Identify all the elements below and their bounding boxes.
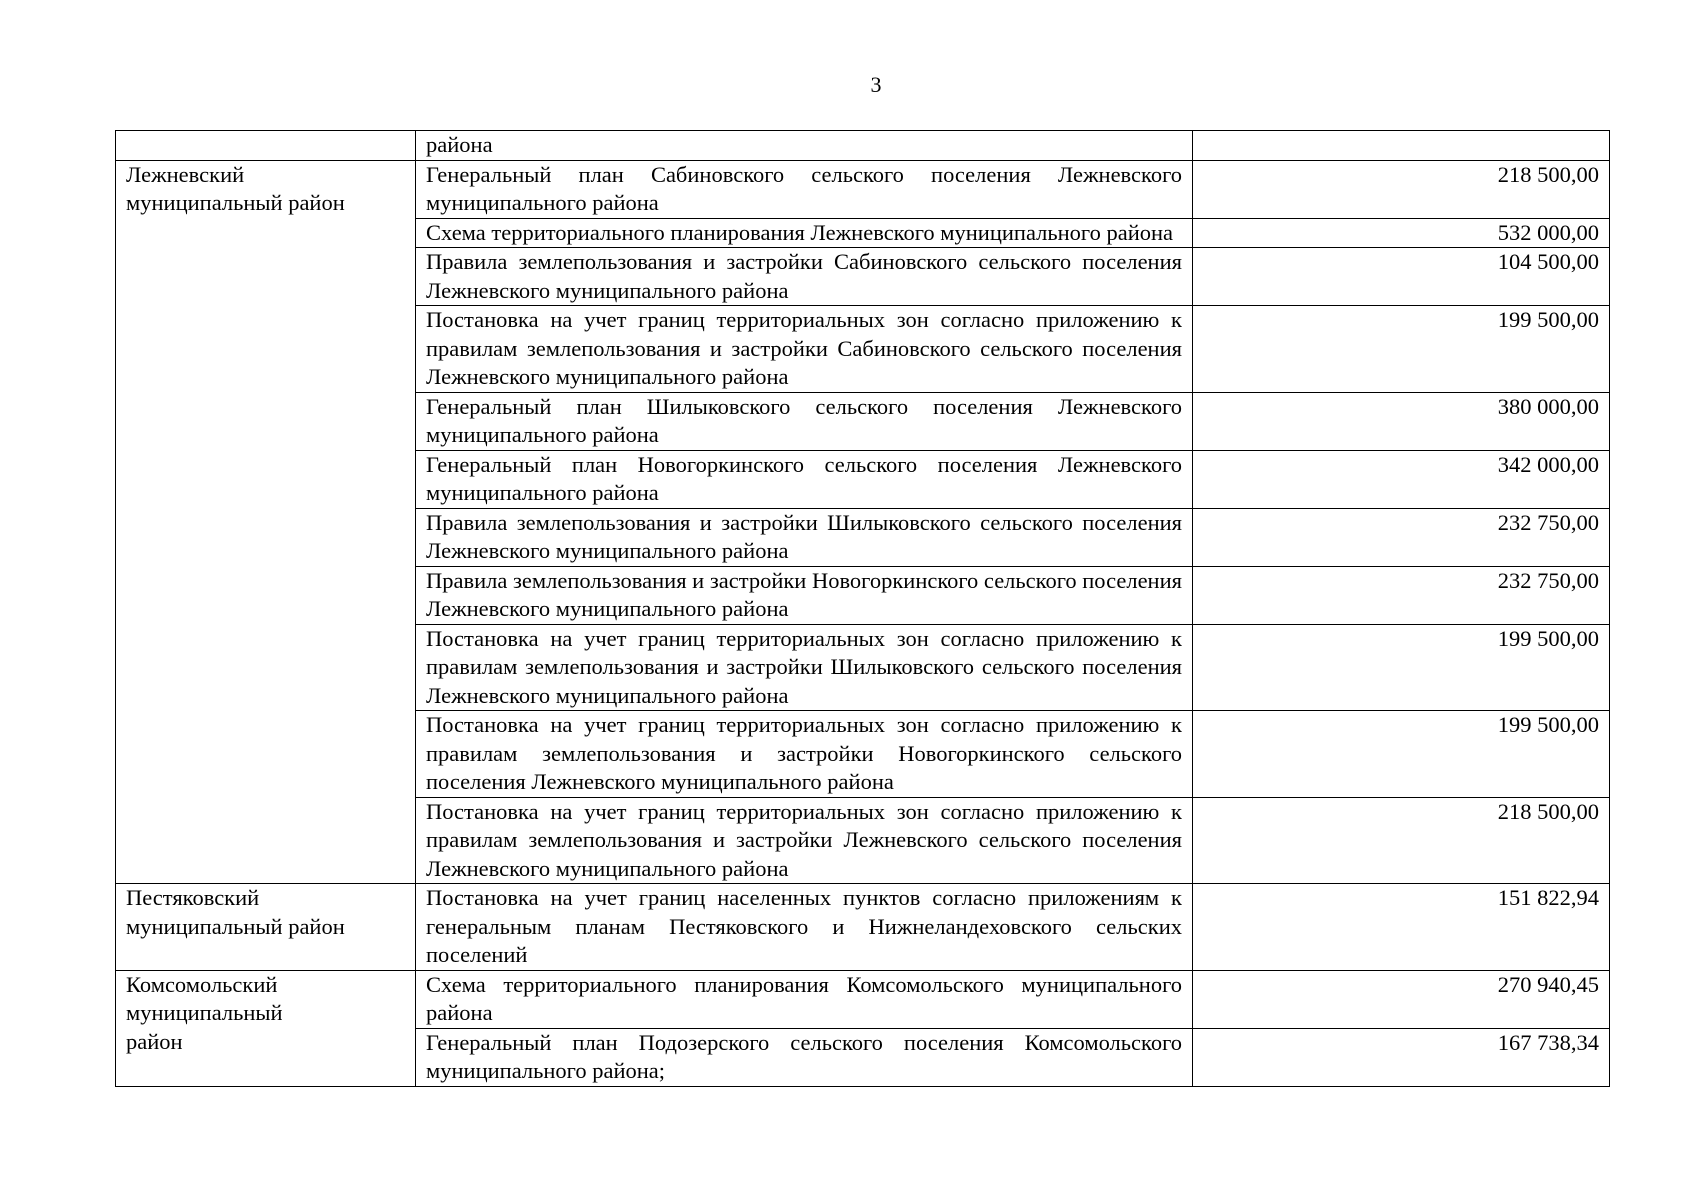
- district-cell: [116, 970, 416, 1086]
- amount-cell: 232 750,00: [1193, 508, 1610, 566]
- description-cell: Правила землепользования и застройки Сабиновского сельского поселения Лежневского муниципального района: [416, 248, 1193, 306]
- table-row: [116, 884, 1610, 971]
- district-name-komsomolsky: Комсомольский муниципальный район: [126, 971, 283, 1054]
- description-cell: Правила землепользования и застройки Новогоркинского сельского поселения Лежневского муниципального района: [416, 566, 1193, 624]
- amount-cell: 218 500,00: [1193, 160, 1610, 218]
- amount-cell: 270 940,45: [1193, 970, 1610, 1028]
- amount-cell: 167 738,34: [1193, 1028, 1610, 1086]
- description-cell: Схема территориального планирования Комсомольского муниципального района: [416, 970, 1193, 1028]
- district-name-pestyakovsky: Пестяковский муниципальный район: [126, 885, 345, 939]
- description-cell: Схема территориального планирования Лежневского муниципального района: [416, 218, 1193, 248]
- description-cell: Генеральный план Сабиновского сельского поселения Лежневского муниципального района: [416, 160, 1193, 218]
- table-row: [116, 160, 1610, 218]
- amount-cell: 199 500,00: [1193, 711, 1610, 798]
- district-cell: [116, 160, 416, 884]
- description-cell: Генеральный план Шилыковского сельского поселения Лежневского муниципального района: [416, 392, 1193, 450]
- district-name-lezhnevsky: Лежневский муниципальный район: [126, 161, 345, 215]
- district-cell: [116, 884, 416, 971]
- amount-cell: 199 500,00: [1193, 624, 1610, 711]
- table-row: [116, 970, 1610, 1028]
- district-cell: [116, 131, 416, 161]
- amount-cell: 380 000,00: [1193, 392, 1610, 450]
- description-cell: Постановка на учет границ территориальных зон согласно приложению к правилам землепользования и застройки Сабиновского сельского поселения Лежневского муниципального района: [416, 306, 1193, 393]
- description-cell: Постановка на учет границ территориальных зон согласно приложению к правилам землепользования и застройки Новогоркинского сельского поселения Лежневского муниципального района: [416, 711, 1193, 798]
- description-cell: Постановка на учет границ территориальных зон согласно приложению к правилам землепользования и застройки Лежневского сельского поселения Лежневского муниципального района: [416, 797, 1193, 884]
- amount-cell: 151 822,94: [1193, 884, 1610, 971]
- amount-cell: 199 500,00: [1193, 306, 1610, 393]
- page-number: 3: [870, 72, 882, 97]
- allocation-table: [115, 130, 1610, 1087]
- amount-cell: 218 500,00: [1193, 797, 1610, 884]
- table-row: [116, 131, 1610, 161]
- description-cell: района: [416, 131, 1193, 161]
- amount-cell: 104 500,00: [1193, 248, 1610, 306]
- description-cell: Правила землепользования и застройки Шилыковского сельского поселения Лежневского муниципального района: [416, 508, 1193, 566]
- amount-cell: 532 000,00: [1193, 218, 1610, 248]
- amount-cell: 342 000,00: [1193, 450, 1610, 508]
- amount-cell: 232 750,00: [1193, 566, 1610, 624]
- description-cell: Постановка на учет границ населенных пунктов согласно приложениям к генеральным планам Пестяковского и Нижнеландеховского сельских поселений: [416, 884, 1193, 971]
- description-cell: Постановка на учет границ территориальных зон согласно приложению к правилам землепользования и застройки Шилыковского сельского поселения Лежневского муниципального района: [416, 624, 1193, 711]
- amount-cell: [1193, 131, 1610, 161]
- description-cell: Генеральный план Подозерского сельского поселения Комсомольского муниципального района;: [416, 1028, 1193, 1086]
- description-cell: Генеральный план Новогоркинского сельского поселения Лежневского муниципального района: [416, 450, 1193, 508]
